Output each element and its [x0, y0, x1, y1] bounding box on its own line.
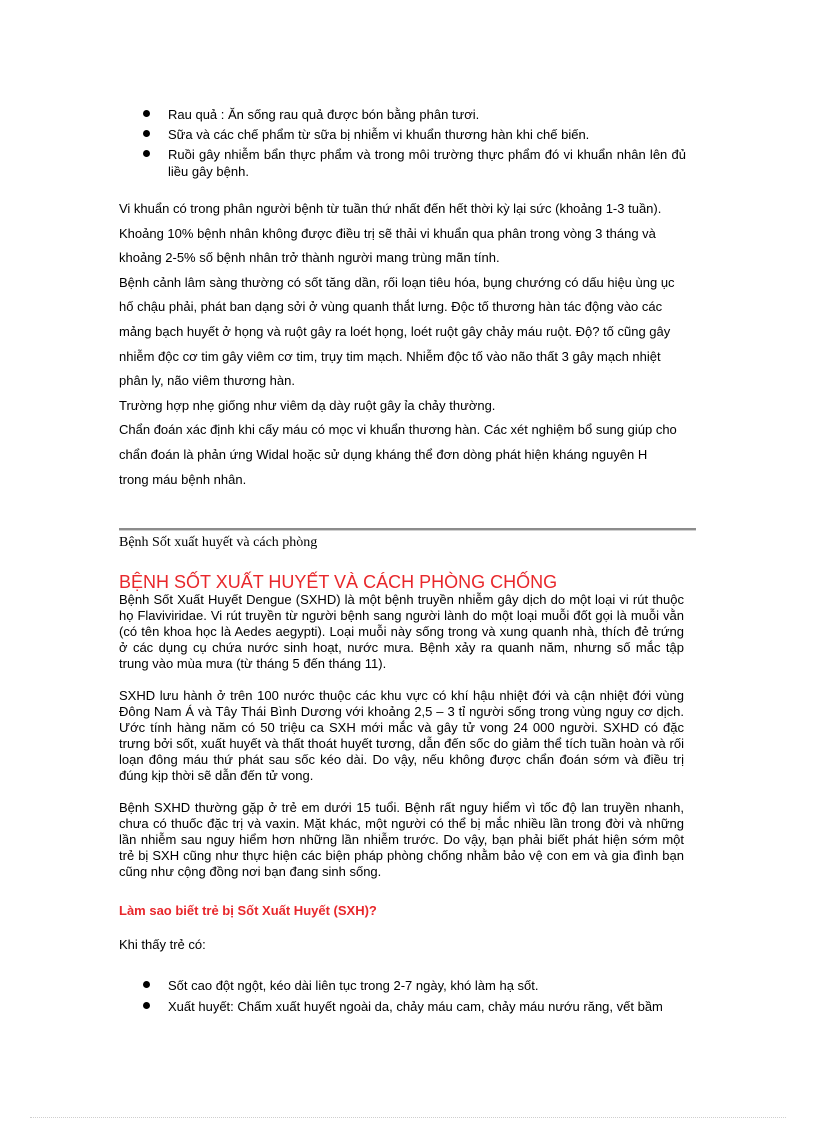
main-heading: BỆNH SỐT XUẤT HUYẾT VÀ CÁCH PHÒNG CHỐNG [119, 572, 558, 592]
list-item: Ruồi gây nhiễm bẩn thực phẩm và trong môi trường thực phẩm đó vi khuẩn nhân lên đủ liều gây bệnh. [140, 146, 686, 180]
bullet-icon [143, 130, 150, 137]
symptoms-bullet-list [140, 977, 686, 1019]
section-divider [119, 528, 696, 531]
list-item: Rau quả : Ăn sống rau quả được bón bằng phân tươi. [140, 106, 686, 123]
list-item: Xuất huyết: Chấm xuất huyết ngoài da, chảy máu cam, chảy máu nướu răng, vết bầm [140, 998, 686, 1015]
dengue-body [119, 592, 684, 896]
paragraph: Bệnh Sốt Xuất Huyết Dengue (SXHD) là một bệnh truyền nhiễm gây dịch do một loại vi rút thuộc họ Flaviviridae. Vi rút truyền từ người bệnh sang người lành do một loại muỗi đốt gọi là muỗi vằn (có tên khoa học là Aedes aegypti). Loại muỗi này sống trong và xung quanh nhà, thích đẻ trứng ở các dụng cụ chứa nước sinh hoạt, nước mưa. Bệnh xảy ra quanh năm, nhưng số mắc tập trung vào mùa mưa (từ tháng 5 đến tháng 11). [119, 592, 684, 671]
bullet-icon [143, 110, 150, 117]
transmission-bullet-list [140, 106, 686, 183]
paragraph: Bệnh cảnh lâm sàng thường có sốt tăng dần, rối loạn tiêu hóa, bụng chướng có dấu hiệu ùng ục hố chậu phải, phát ban dạng sởi ở vùng quanh thắt lưng. Độc tố thương hàn tác động vào các mảng bạch huyết ở họng và ruột gây ra loét họng, loét ruột gây chảy máu ruột. Độ? tố cũng gây nhiễm độc cơ tim gây viêm cơ tim, trụy tim mạch. Nhiễm độc tố vào não thất 3 gây mạch nhiệt phân ly, não viêm thương hàn. [119, 274, 675, 389]
typhoid-description [119, 197, 679, 492]
paragraph: Chẩn đoán xác định khi cấy máu có mọc vi khuẩn thương hàn. Các xét nghiệm bổ sung giúp cho chẩn đoán là phản ứng Widal hoặc sử dụng kháng thể đơn dòng phát hiện kháng nguyên H trong máu bệnh nhân. [119, 422, 677, 487]
paragraph: Vi khuẩn có trong phân người bệnh từ tuần thứ nhất đến hết thời kỳ lại sức (khoảng 1-3 tuần). Khoảng 10% bệnh nhân không được điều trị sẽ thải vi khuẩn qua phân trong vòng 3 tháng và khoảng 2-5% số bệnh nhân trở thành người mang trùng mãn tính. [119, 201, 662, 266]
paragraph: Trường hợp nhẹ giống như viêm dạ dày ruột gây ỉa chảy thường. [119, 397, 496, 413]
section-title: Bệnh Sốt xuất huyết và cách phòng [119, 535, 318, 550]
page-bottom-border [30, 1117, 786, 1118]
bullet-icon [143, 981, 150, 988]
question-heading: Làm sao biết trẻ bị Sốt Xuất Huyết (SXH)? [119, 903, 377, 918]
paragraph: Bệnh SXHD thường gặp ở trẻ em dưới 15 tuổi. Bệnh rất nguy hiểm vì tốc độ lan truyền nhanh, chưa có thuốc đặc trị và vaxin. Mặt khác, một người có thể bị mắc nhiều lần trong đời và những lần nhiễm sau nguy hiểm hơn những lần nhiễm trước. Do vậy, bạn phải biết phát hiện sớm một trẻ bị SXH cũng như thực hiện các biện pháp phòng chống nhằm bảo vệ con em và gia đình bạn cũng như cộng đồng nơi bạn đang sinh sống. [119, 800, 684, 879]
bullet-icon [143, 150, 150, 157]
paragraph: SXHD lưu hành ở trên 100 nước thuộc các khu vực có khí hậu nhiệt đới và cận nhiệt đới vùng Đông Nam Á và Tây Thái Bình Dương với khoảng 2,5 – 3 tỉ người sống trong vùng nguy cơ dịch. Ước tính hàng năm có 50 triệu ca SXH mới mắc và gây tử vong 24 000 người. SXHD có đặc trưng bởi sốt, xuất huyết và thất thoát huyết tương, dẫn đến sốc do giảm thể tích tuần hoàn và rối loạn đông máu thứ phát sau sốc kéo dài. Do vậy, nếu không được chẩn đoán sớm và điều trị đúng kịp thời sẽ dẫn đến tử vong. [119, 688, 684, 783]
list-item: Sốt cao đột ngột, kéo dài liên tục trong 2-7 ngày, khó làm hạ sốt. [140, 977, 686, 994]
bullet-icon [143, 1002, 150, 1009]
list-item: Sữa và các chế phẩm từ sữa bị nhiễm vi khuẩn thương hàn khi chế biến. [140, 126, 686, 143]
symptoms-intro: Khi thấy trẻ có: [119, 937, 206, 952]
